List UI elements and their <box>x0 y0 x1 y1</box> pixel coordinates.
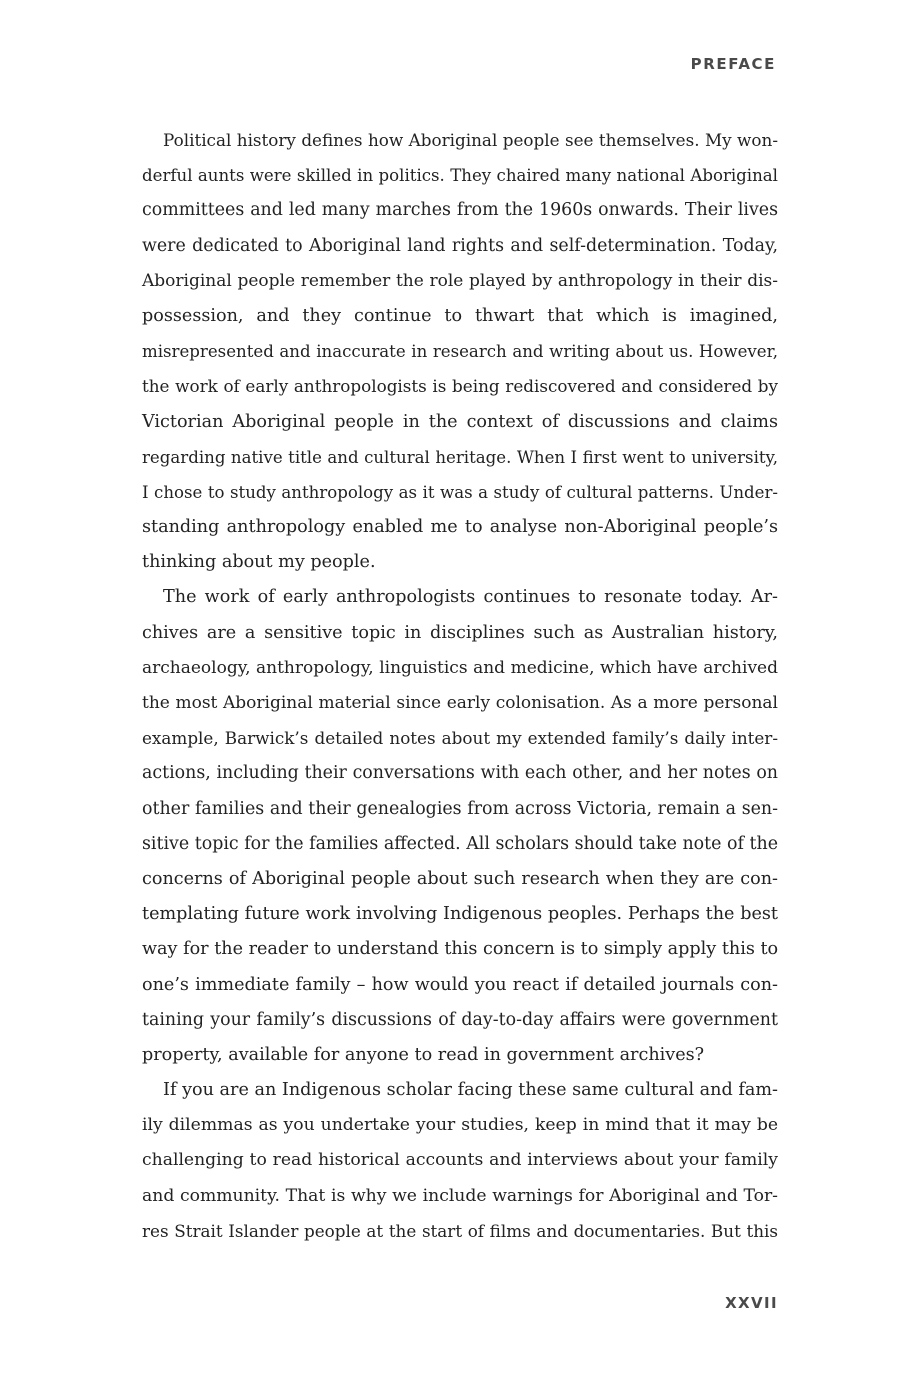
text-line: other families and their genealogies from across Victoria, remain a sen- <box>142 798 778 819</box>
text-line: standing anthropology enabled me to analyse non-Aboriginal people’s <box>142 517 778 538</box>
text-line: Political history defines how Aboriginal people see themselves. My won- <box>163 130 778 150</box>
text-line: misrepresented and inaccurate in research and writing about us. However, <box>142 342 778 362</box>
text-line: archaeology, anthropology, linguistics and medicine, which have archived <box>142 657 778 678</box>
running-head: PREFACE <box>690 55 776 73</box>
text-line: I chose to study anthropology as it was a study of cultural patterns. Under- <box>142 482 778 502</box>
text-line: Aboriginal people remember the role played by anthropology in their dis- <box>142 270 778 291</box>
text-line: taining your family’s discussions of day-to-day affairs were government <box>142 1009 778 1030</box>
text-line: templating future work involving Indigenous peoples. Perhaps the best <box>142 904 778 925</box>
text-line: Victorian Aboriginal people in the context of discussions and claims <box>142 411 778 432</box>
text-line: res Strait Islander people at the start of films and documentaries. But this <box>142 1220 778 1241</box>
text-line: challenging to read historical accounts and interviews about your family <box>142 1150 778 1171</box>
text-line: committees and led many marches from the 1960s onwards. Their lives <box>142 200 778 221</box>
text-line: If you are an Indigenous scholar facing these same cultural and fam- <box>163 1080 778 1101</box>
text-line: thinking about my people. <box>142 552 376 573</box>
body-text <box>142 123 778 1249</box>
text-line: property, available for anyone to read in government archives? <box>142 1044 705 1065</box>
text-line: one’s immediate family – how would you react if detailed journals con- <box>142 974 778 995</box>
text-line: chives are a sensitive topic in disciplines such as Australian history, <box>142 622 778 643</box>
text-line: sitive topic for the families affected. All scholars should take note of the <box>142 833 778 854</box>
paragraph <box>142 123 778 580</box>
text-line: derful aunts were skilled in politics. They chaired many national Aboriginal <box>142 166 778 186</box>
text-line: The work of early anthropologists continues to resonate today. Ar- <box>163 587 778 608</box>
text-line: were dedicated to Aboriginal land rights and self-determination. Today, <box>142 235 778 256</box>
text-line: the work of early anthropologists is being rediscovered and considered by <box>142 376 778 397</box>
text-line: ily dilemmas as you undertake your studies, keep in mind that it may be <box>142 1115 778 1136</box>
text-line: and community. That is why we include warnings for Aboriginal and Tor- <box>142 1185 778 1206</box>
paragraph <box>142 1073 778 1249</box>
text-line: actions, including their conversations with each other, and her notes on <box>142 763 778 784</box>
text-line: regarding native title and cultural heritage. When I first went to university, <box>142 447 778 467</box>
text-line: the most Aboriginal material since early colonisation. As a more personal <box>142 693 778 713</box>
text-line: way for the reader to understand this concern is to simply apply this to <box>142 939 779 960</box>
page-number: XXVII <box>725 1294 778 1312</box>
text-line: example, Barwick’s detailed notes about my extended family’s daily inter- <box>142 728 778 749</box>
paragraph <box>142 580 778 1073</box>
text-line: concerns of Aboriginal people about such research when they are con- <box>142 868 778 889</box>
text-line: possession, and they continue to thwart that which is imagined, <box>142 305 778 326</box>
